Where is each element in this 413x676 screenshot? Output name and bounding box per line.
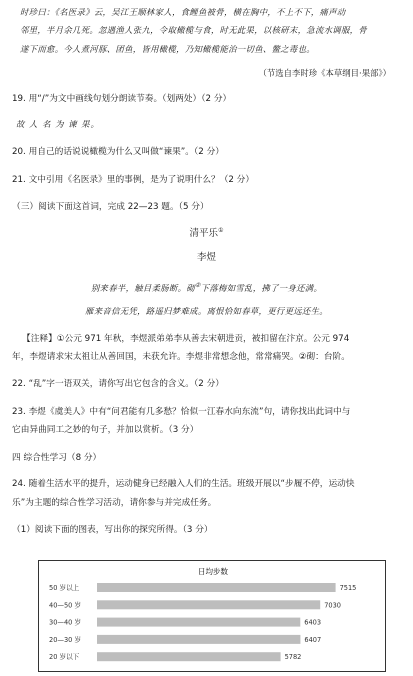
- poem-line-2: 雁来音信无凭，路遥归梦难成。离恨恰如春草，更行更远还生。: [85, 306, 328, 316]
- poem-line-1: 别来春半，触目柔肠断。砌②下落梅如雪乱，拂了一身还满。: [90, 282, 323, 293]
- category-label: 20 岁以下: [49, 653, 80, 662]
- passage-line-1: 时珍曰：《名医录》云，吴江王顺林家人，食鲤鱼被骨，横在胸中，不上不下，痛声动: [20, 7, 346, 17]
- data-label: 6403: [304, 618, 322, 627]
- bar: [97, 635, 300, 644]
- data-label: 5782: [284, 653, 302, 662]
- passage-source: （节选自李时珍《本草纲目·果部》）: [258, 68, 391, 78]
- bar: [97, 618, 300, 627]
- question-21: 21. 文中引用《名医录》里的事例，是为了说明什么？（2 分）: [12, 175, 255, 185]
- annotation-line-2: 年，李煜请求宋太祖让从善回国，未获允许。李煜非常想念他，常常痛哭。②砌：台阶。: [12, 352, 350, 362]
- data-label: 7515: [339, 584, 357, 592]
- poem-title: 清平乐①: [189, 227, 224, 240]
- category-label: 20—30 岁: [49, 635, 82, 644]
- poem-author: 李煜: [196, 252, 216, 263]
- passage-line-3: 遂下而愈。今人煮河豚、团鱼，皆用橄榄，乃知橄榄能治一切鱼、鳖之毒也。: [20, 44, 315, 54]
- question-24-line-1: 24. 随着生活水平的提升，运动健身已经融入人们的生活。班级开展以“步履不停，运动快: [12, 479, 355, 489]
- question-20: 20. 用自己的话说说橄榄为什么又叫做“谏果”。（2 分）: [12, 147, 224, 157]
- question-24-sub-1: （1）阅读下面的图表，写出你的探究所得。（3 分）: [12, 525, 213, 535]
- data-label: 7030: [324, 601, 341, 610]
- category-label: 40—50 岁: [49, 601, 82, 610]
- annotation-line-1: 【注释】①公元 971 年秋，李煜派弟弟李从善去宋朝进贡，被扣留在汴京。公元 974: [22, 334, 350, 344]
- question-23-line-1: 23. 李煜《虞美人》中有“问君能有几多愁？恰似一江春水向东流”句，请你找出此词中与: [12, 407, 351, 417]
- bar: [97, 600, 320, 609]
- question-19-phrase: 故 人 名 为 谏 果。: [16, 119, 100, 129]
- question-19: 19. 用“/”为文中画线句划分朗读节奏。（划两处）（2 分）: [12, 94, 232, 104]
- poem-title-note-mark: ①: [218, 227, 224, 234]
- poem-line-1-note-mark: ②: [194, 282, 201, 289]
- chart-title: 日均步数: [198, 567, 228, 576]
- section-4-heading: 四 综合性学习（8 分）: [12, 453, 102, 463]
- bar: [97, 652, 281, 661]
- question-22: 22. “乱”字一语双关，请你写出它包含的含义。（2 分）: [12, 379, 224, 389]
- question-24-line-2: 乐”为主题的综合性学习活动，请你参与并完成任务。: [12, 498, 217, 508]
- category-label: 30—40 岁: [49, 618, 82, 627]
- data-label: 6407: [304, 635, 322, 644]
- passage-line-2: 邻里，半月余几死。忽遇渔人张九，令取橄榄与食，时无此果，以核研末，急流水调服，骨: [20, 25, 367, 35]
- chart-frame: [38, 560, 386, 672]
- category-label: 50 岁以上: [49, 584, 80, 592]
- annotation-label: 【注释】: [22, 334, 57, 344]
- bar: [97, 583, 336, 592]
- question-23-line-2: 它由异曲同工之妙的句子，并加以赏析。（3 分）: [12, 425, 199, 435]
- section-3-heading: （三）阅读下面这首词，完成 22—23 题。（5 分）: [12, 202, 209, 212]
- daily-steps-chart: [39, 561, 387, 673]
